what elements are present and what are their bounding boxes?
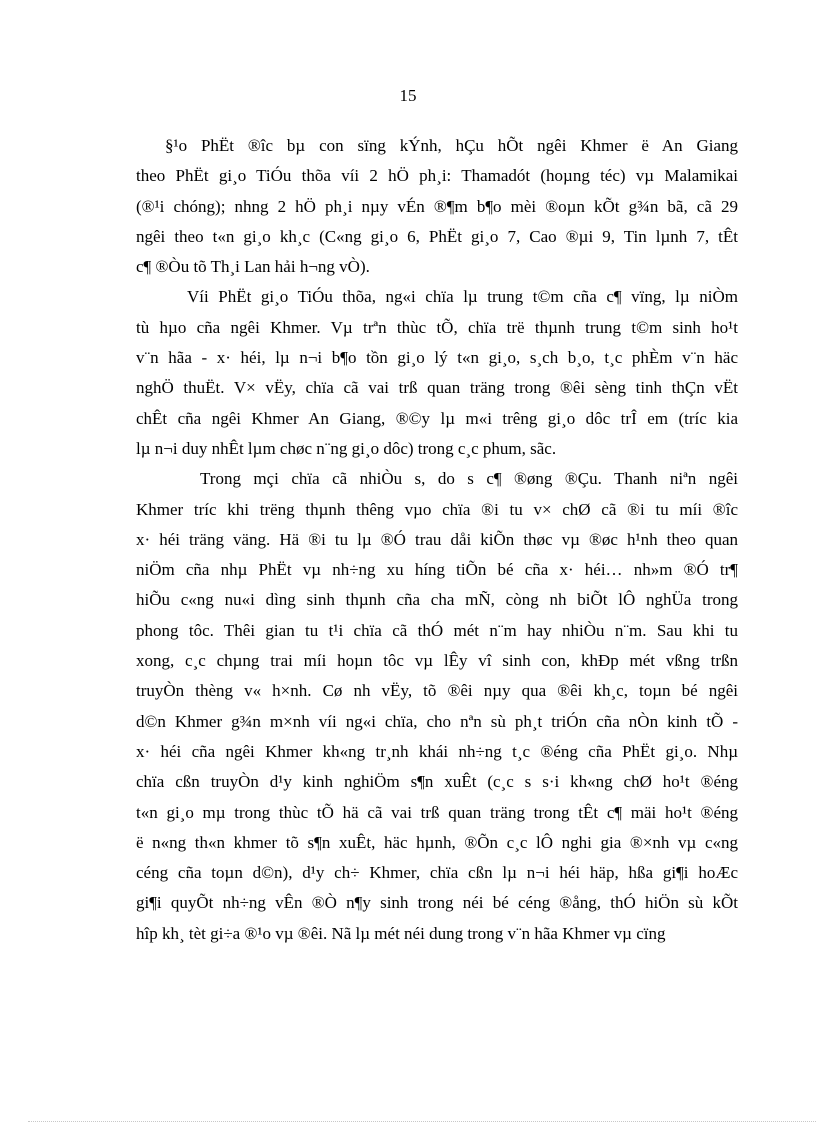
text-line: Víi PhËt gi¸o TiÓu thõa, ng«i chïa lµ trung t©m cña c¶ vïng, lµ niÒm	[187, 287, 738, 307]
text-line: phong tôc. Thêi gian tu t¹i chïa cã thÓ mét n¨m hay nhiÒu n¨m. Sau khi tu	[136, 620, 738, 640]
text-line: ë n«ng th«n khmer tõ s¶n xuÊt, häc hµnh, ®Õn c¸c lÔ nghi gia ®×nh vµ c«ng	[136, 832, 738, 852]
body-text	[136, 131, 738, 949]
text-line: Trong mçi chïa cã nhiÒu s, do s c¶ ®øng ®Çu. Thanh niªn ngêi	[200, 469, 738, 489]
text-line: lµ n¬i duy nhÊt lµm chøc n¨ng gi¸o dôc) trong c¸c phum, sãc.	[136, 438, 557, 458]
paragraph	[136, 464, 738, 949]
text-line: chÊt cña ngêi Khmer An Giang, ®©y lµ m«i trêng gi¸o dôc trÎ em (tríc kia	[136, 408, 738, 428]
text-line: hîp kh¸ tèt gi÷a ®¹o vµ ®êi. Nã lµ mét néi dung trong v¨n hãa Khmer vµ cïng	[136, 923, 666, 943]
text-line: §¹o PhËt ®îc bµ con sïng kÝnh, hÇu hÕt ngêi Khmer ë An Giang	[165, 136, 738, 155]
text-line: hiÕu c«ng nu«i dìng sinh thµnh cña cha mÑ, còng nh biÕt lÔ nghÜa trong	[136, 590, 738, 610]
text-line: xong, c¸c chµng trai míi hoµn tôc vµ lÊy vî sinh con, khÐp mét vßng trßn	[136, 651, 738, 671]
text-line: v¨n hãa - x· héi, lµ n¬i b¶o tồn gi¸o lý t«n gi¸o, s¸ch b¸o, t¸c phÈm v¨n häc	[136, 348, 738, 368]
paragraph	[136, 131, 738, 282]
text-line: gi¶i quyÕt nh÷ng vÊn ®Ò n¶y sinh trong néi bé céng ®ång, thÓ hiÖn sù kÕt	[136, 893, 738, 913]
text-line: d©n Khmer g¾n m×nh víi ng«i chïa, cho nªn sù ph¸t triÓn cña nÒn kinh tÕ -	[136, 711, 738, 731]
text-line: (®¹i chóng); nhng 2 hÖ ph¸i nµy vÉn ®¶m b¶o mèi ®oµn kÕt g¾n bã, cã 29	[136, 196, 738, 216]
text-line: theo PhËt gi¸o TiÓu thõa víi 2 hÖ ph¸i: Thamadót (hoµng téc) vµ Malamikai	[136, 166, 738, 186]
text-line: niÖm cña nhµ PhËt vµ nh÷ng xu híng tiÕn bé cña x· héi… nh»m ®Ó tr¶	[136, 560, 738, 580]
text-line: x· héi cña ngêi Khmer kh«ng tr¸nh khái nh÷ng t¸c ®éng cña PhËt gi¸o. Nhµ	[136, 741, 738, 761]
text-line: truyÒn thèng v« h×nh. Cø nh vËy, tõ ®êi nµy qua ®êi kh¸c, toµn bé ngêi	[136, 681, 738, 701]
paragraph	[136, 282, 738, 464]
text-line: chïa cßn truyÒn d¹y kinh nghiÖm s¶n xuÊt (c¸c s s·i kh«ng chØ ho¹t ®éng	[136, 772, 738, 792]
page-number: 15	[399, 86, 417, 105]
text-line: x· héi träng väng. Hä ®i tu lµ ®Ó trau dåi kiÕn thøc vµ ®øc h¹nh theo quan	[136, 529, 738, 549]
text-line: c¶ ®Òu tõ Th¸i Lan hải h¬ng vÒ).	[136, 257, 370, 277]
text-line: tù hµo cña ngêi Khmer. Vµ trªn thùc tÕ, chïa trë thµnh trung t©m sinh ho¹t	[136, 317, 738, 337]
text-line: nghÖ thuËt. V× vËy, chïa cã vai trß quan träng trong ®êi sèng tinh thÇn vËt	[136, 378, 738, 398]
text-line: céng cña toµn d©n), d¹y ch÷ Khmer, chïa cßn lµ n¬i héi häp, hßa gi¶i hoÆc	[136, 863, 738, 883]
text-line: t«n gi¸o mµ trong thùc tÕ hä cã vai trß quan träng trong tÊt c¶ mäi ho¹t ®éng	[136, 802, 738, 822]
page-bottom-divider	[28, 1121, 816, 1122]
text-line: Khmer tríc khi trëng thµnh thêng vµo chïa ®i tu v× chØ cã ®i tu míi ®îc	[136, 499, 738, 519]
text-line: ngêi theo t«n gi¸o kh¸c (C«ng gi¸o 6, PhËt gi¸o 7, Cao ®µi 9, Tin lµnh 7, tÊt	[136, 226, 738, 246]
